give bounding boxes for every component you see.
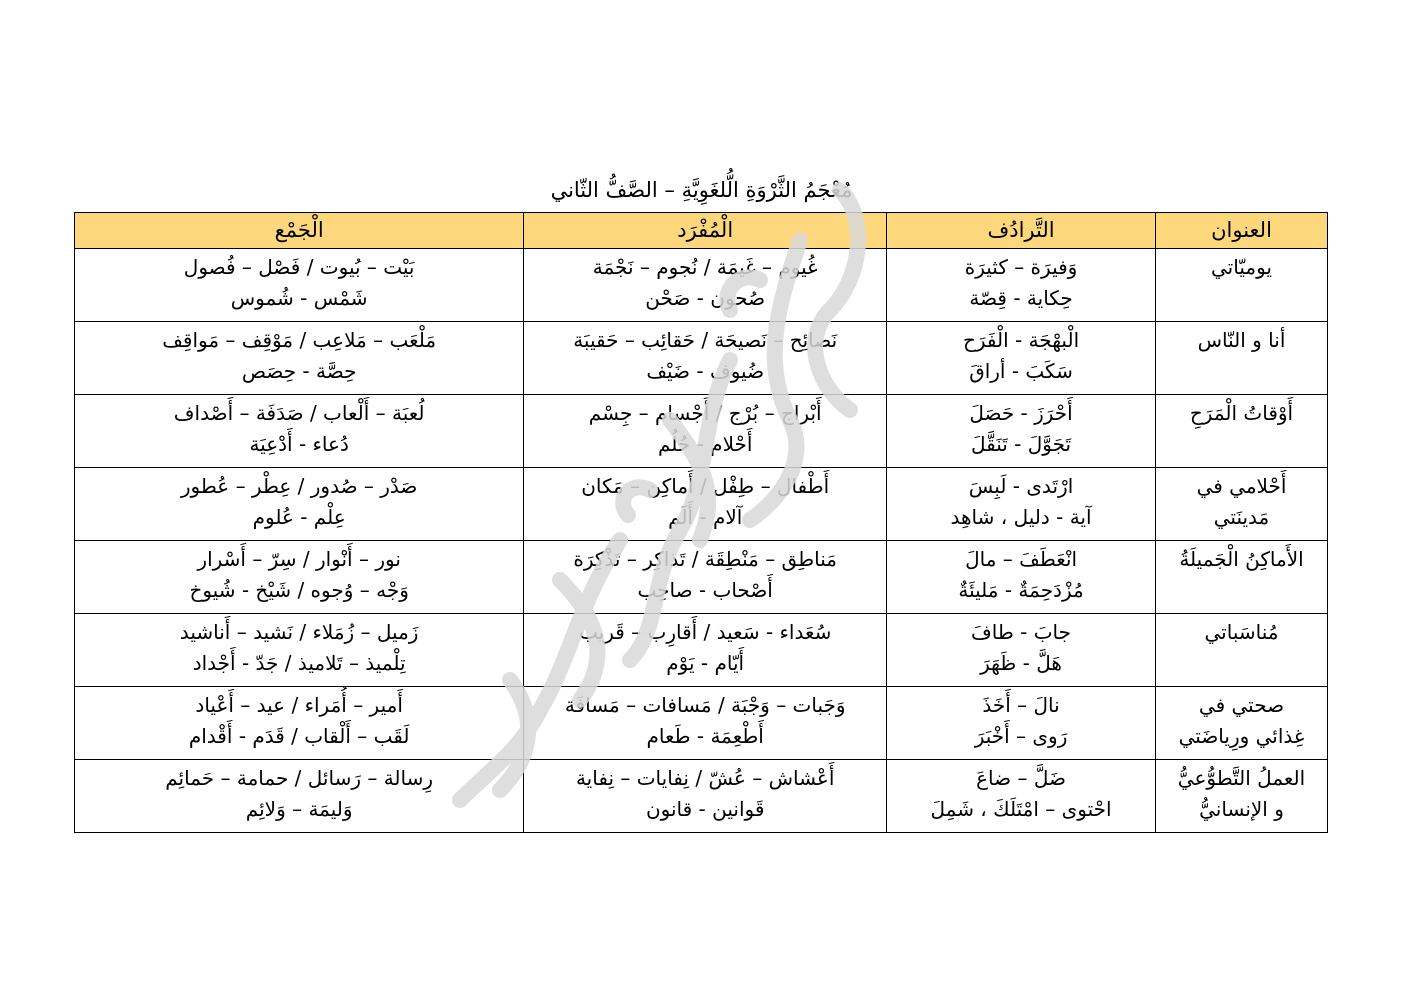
cell-plural-line: نور – أَنْوار / سِرّ – أَسْرار (197, 547, 401, 571)
cell-plural-line: رِسالة – رَسائل / حمامة – حَمائِم (165, 766, 434, 790)
cell-synonyms-line: آية - دليل ، شاهِد (950, 505, 1092, 529)
cell-plural-line: صَدْر – صُدور / عِطْر – عُطور (180, 474, 418, 498)
cell-singular-line: صُحون - صَحْن (645, 286, 766, 310)
table-row (75, 760, 1328, 833)
cell-singular (524, 541, 887, 614)
cell-title-line: و الإنسانيُّ (1199, 797, 1284, 821)
cell-synonyms-line: حِكاية - قِصّة (969, 286, 1073, 310)
cell-plural-line: مَلْعَب – مَلاعِب / مَوْقِف – مَواقِف (162, 328, 437, 352)
cell-plural-line: شَمْس - شُموس (230, 286, 368, 310)
cell-plural-line: لَقَب – أَلْقاب / قَدَم - أَقْدام (188, 724, 410, 748)
cell-singular-line: أَبْراج – بُرْج / أَجْسام – جِسْم (588, 401, 822, 425)
page-title: مُعْجَمُ الثَّرْوَةِ الُّلغَوِيَّةِ – الصَّفُّ الثّاني (550, 178, 853, 202)
cell-plural-line: لُعبَة – أَلْعاب / صَدَفَة – أَصْداف (173, 401, 425, 425)
cell-title (1156, 322, 1328, 395)
cell-title-line: غِذائي ورِياضَتي (1178, 724, 1305, 748)
cell-synonyms-line: رَوى – أَخْبَرَ (974, 724, 1068, 748)
cell-singular (524, 687, 887, 760)
cell-title (1156, 614, 1328, 687)
cell-synonyms-line: الْبهْجَة - الْفَرَح (962, 328, 1080, 352)
cell-plural (75, 395, 524, 468)
cell-synonyms-line: تَجَوَّلَ - تَنَقَّلَ (970, 432, 1072, 456)
cell-singular-line: آلام - أَلَم (668, 505, 743, 529)
cell-title-line: الأَماكِنُ الْجَميلَةُ (1179, 547, 1304, 571)
header-singular: الْمُفْرَد (524, 213, 887, 249)
table-row (75, 322, 1328, 395)
cell-synonyms-line: انْعَطَفَ – مالَ (965, 547, 1077, 571)
cell-singular-line: أَحْلام - حُلُم (657, 432, 753, 456)
header-plural: الْجَمْع (75, 213, 524, 249)
cell-singular-line: غُيوم – غَيمَة / نُجوم – نَجْمَة (592, 255, 818, 279)
cell-singular-line: ضُيوف - ضَيْف (646, 359, 765, 383)
cell-singular (524, 760, 887, 833)
header-title: العنوان (1156, 213, 1328, 249)
cell-plural-line: بَيْت – بُيوت / فَصْل – فُصول (183, 255, 415, 279)
cell-title-line: أنا و النّاس (1197, 328, 1286, 352)
cell-plural-line: وَليمَة – وَلائِم (245, 797, 353, 821)
cell-plural (75, 687, 524, 760)
header-synonyms: التَّرادُف (887, 213, 1156, 249)
cell-plural-line: أَمير – أُمَراء / عيد – أَعْياد (195, 693, 403, 717)
cell-synonyms (887, 322, 1156, 395)
cell-plural-line: زَميل – زُمَلاء / نَشيد – أَناشيد (179, 620, 419, 644)
cell-title (1156, 249, 1328, 322)
cell-title-line: مَدينَتي (1213, 505, 1270, 529)
cell-singular-line: أَيّام - يَوْم (666, 651, 745, 675)
cell-synonyms-line: وَفيرَة – كثيرَة (964, 255, 1078, 279)
cell-synonyms-line: سَكَبَ - أراقَ (969, 359, 1073, 383)
cell-title (1156, 395, 1328, 468)
cell-synonyms-line: نالَ – أَخَذَ (982, 693, 1060, 717)
cell-title-line: مُناسَباتي (1204, 620, 1279, 644)
cell-synonyms-line: أَحْرَزَ - حَصَلَ (969, 401, 1073, 425)
cell-synonyms (887, 687, 1156, 760)
cell-plural (75, 468, 524, 541)
cell-singular-line: قَوانين - قانون (645, 797, 765, 821)
cell-title-line: أَوْقاتُ الْمَرَحِ (1189, 401, 1294, 425)
cell-singular (524, 468, 887, 541)
cell-singular (524, 249, 887, 322)
cell-title (1156, 687, 1328, 760)
cell-singular (524, 614, 887, 687)
cell-singular (524, 395, 887, 468)
table-row (75, 541, 1328, 614)
cell-synonyms (887, 249, 1156, 322)
cell-singular-line: سُعَداء - سَعيد / أَقارِب – قَريب (578, 620, 832, 644)
cell-singular (524, 322, 887, 395)
cell-plural (75, 760, 524, 833)
cell-synonyms-line: ارْتَدى - لَبِسَ (968, 474, 1074, 498)
cell-singular-line: وَجَبات – وَجْبَة / مَسافات – مَسافَة (564, 693, 846, 717)
cell-title (1156, 468, 1328, 541)
cell-synonyms (887, 541, 1156, 614)
cell-plural-line: عِلْم - عُلوم (252, 505, 346, 529)
vocabulary-table (74, 212, 1328, 833)
cell-synonyms (887, 395, 1156, 468)
cell-plural (75, 322, 524, 395)
cell-plural (75, 249, 524, 322)
cell-singular-line: أَطْعِمَة - طَعام (646, 724, 764, 748)
cell-singular-line: نَصائِح – نَصيحَة / حَقائِب – حَقيبَة (573, 328, 838, 352)
cell-title-line: أَحْلامي في (1196, 474, 1287, 498)
cell-plural-line: دُعاء - أَدْعِيَة (249, 432, 349, 456)
cell-plural-line: وَجْه – وُجوه / شَيْخ - شُيوخ (189, 578, 409, 602)
cell-synonyms (887, 468, 1156, 541)
cell-plural-line: حِصَّة - حِصَص (241, 359, 357, 383)
cell-synonyms-line: مُزْدَحِمَةٌ - مَليئَةٌ (958, 578, 1084, 602)
cell-singular-line: أَصْحاب - صاحِب (637, 578, 773, 602)
cell-title-line: العملُ التَّطوُّعيُّ (1177, 766, 1306, 790)
cell-singular-line: مَناطِق – مَنْطِقَة / تَذاكِر – تَذْكِرَة (573, 547, 837, 571)
cell-plural-line: تِلْميذ – تَلاميذ / جَدّ - أَجْداد (192, 651, 406, 675)
table-row (75, 249, 1328, 322)
table-row (75, 687, 1328, 760)
cell-synonyms (887, 614, 1156, 687)
table-header-row (75, 213, 1328, 249)
cell-title-line: يوميّاتي (1211, 255, 1272, 279)
cell-plural (75, 614, 524, 687)
cell-synonyms (887, 760, 1156, 833)
cell-singular-line: أَطْفال – طِفْل / أَماكِن – مَكان (581, 474, 830, 498)
cell-synonyms-line: جابَ - طافَ (971, 620, 1072, 644)
table-row (75, 395, 1328, 468)
cell-title (1156, 760, 1328, 833)
cell-title (1156, 541, 1328, 614)
cell-title-line: صحتي في (1198, 693, 1285, 717)
table-row (75, 468, 1328, 541)
cell-synonyms-line: احْتوى – امْتَلَكَ ، شَمِلَ (930, 797, 1112, 821)
table-row (75, 614, 1328, 687)
cell-singular-line: أَعْشاش – عُشّ / نِفايات – نِفاية (575, 766, 835, 790)
cell-synonyms-line: ضَلَّ – ضاعَ (976, 766, 1066, 790)
cell-plural (75, 541, 524, 614)
cell-synonyms-line: هَلَّ - ظَهَرَ (980, 651, 1062, 675)
